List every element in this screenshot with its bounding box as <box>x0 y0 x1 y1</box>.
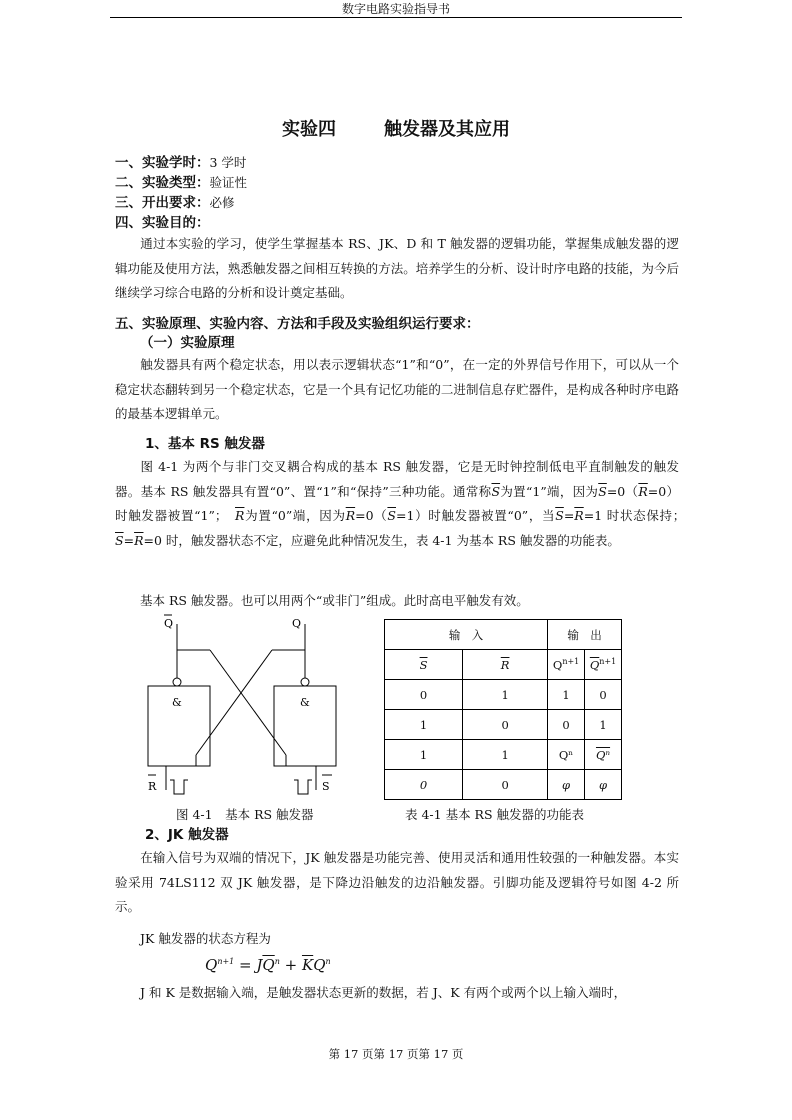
rs-flipflop-figure <box>140 612 350 802</box>
running-header: 数字电路实验指导书 <box>341 2 450 16</box>
table-row: 0 1 1 0 <box>385 680 622 710</box>
rs-function-table <box>384 619 622 800</box>
table-row: 1 1 Qⁿ $\overline{Q^n}$ <box>385 740 622 770</box>
table-col-r: $\overline{R}$ <box>463 650 548 680</box>
q-label: Q <box>292 617 302 630</box>
jk-state-equation: $Q^{n+1} = J\overline{Q}^n + \overline{K}Q^n$ <box>205 956 331 974</box>
s-bar-label: S <box>322 780 330 793</box>
table-col-qbar-n1: $\overline{Q}^{n+1}$ <box>585 650 622 680</box>
table-header-row <box>385 620 622 650</box>
principle-paragraph: 触发器具有两个稳定状态，用以表示逻辑状态“1”和“0”，在一定的外界信号作用下，可以从一个稳定状态翻转到另一个稳定状态，它是一个具有记忆功能的二进制信息存贮器件，是构成各种时序电路的最基本逻辑单元。 <box>115 357 679 421</box>
jk-heading: 2、JK 触发器 <box>145 827 229 843</box>
table-head-output: 输 出 <box>548 620 622 650</box>
section-hours: 一、实验学时：3 学时 <box>115 155 247 171</box>
title-right: 触发器及其应用 <box>384 119 510 140</box>
jk-equation-intro: JK 触发器的状态方程为 <box>140 931 271 946</box>
jk-paragraph-3: J 和 K 是数据输入端，是触发器状态更新的数据，若 J、K 有两个或两个以上输入端时， <box>140 985 627 1000</box>
page-title <box>0 115 792 141</box>
table-row: 1 0 0 1 <box>385 710 622 740</box>
header-rule <box>110 17 682 18</box>
section-principle: 五、实验原理、实验内容、方法和手段及实验组织运行要求： <box>115 316 480 332</box>
section-type: 二、实验类型：验证性 <box>115 175 248 191</box>
section-requirement: 三、开出要求：必修 <box>115 195 235 211</box>
figure-caption: 图 4-1 基本 RS 触发器 <box>176 807 314 822</box>
page-footer: 第 17 页第 17 页第 17 页 <box>328 1047 464 1061</box>
table-col-s: $\overline{S}$ <box>385 650 463 680</box>
rs-paragraph: 图 4-1 为两个与非门交叉耦合构成的基本 RS 触发器，它是无时钟控制低电平直制触发的触发器。基本 RS 触发器具有置“0”、置“1”和“保持”三种功能。通常称$\overline{S}$为置“1”端，因为$\overline{S}=0(\overline{R}=0)$时触发器被置“1”； $\overline{R}$为置“0”端，因为$\overline{R}=0(\overline{S}=1)$时触发器被置“0”，当$\overline{S}=\overline{R}=1$ 时状态保持； $\overline{S}=\overline{R}=0$ 时，触发器状态不定，应避免此种情况发生，表 4-1 为基本 RS 触发器的功能表。 <box>115 459 680 548</box>
r-bar-label: R <box>148 780 157 793</box>
section-purpose: 四、实验目的： <box>115 215 210 231</box>
q-bar-label: Q <box>164 617 174 630</box>
gate-symbol-left: & <box>172 696 182 709</box>
gate-symbol-right: & <box>300 696 310 709</box>
table-col-qn1: $Q^{n+1}$ <box>548 650 585 680</box>
jk-paragraph: 在输入信号为双端的情况下，JK 触发器是功能完善、使用灵活和通用性较强的一种触发器。本实验采用 74LS112 双 JK 触发器，是下降边沿触发的边沿触发器。引脚功能及逻辑符号如图 4-2 所示。 <box>115 850 679 914</box>
title-left: 实验四 <box>282 119 336 140</box>
table-row: 0 0 φ φ <box>385 770 622 800</box>
table-caption: 表 4-1 基本 RS 触发器的功能表 <box>405 807 584 822</box>
rs-heading: 1、基本 RS 触发器 <box>145 436 265 452</box>
table-head-input: 输 入 <box>385 620 548 650</box>
purpose-paragraph: 通过本实验的学习，使学生掌握基本 RS、JK、D 和 T 触发器的逻辑功能，掌握集成触发器的逻辑功能及使用方法，熟悉触发器之间相互转换的方法。培养学生的分析、设计时序电路的技能，为今后继续学习综合电路的分析和设计奠定基础。 <box>115 236 679 300</box>
table-col-row <box>385 650 622 680</box>
rs-paragraph-2: 基本 RS 触发器。也可以用两个“或非门”组成。此时高电平触发有效。 <box>140 593 529 608</box>
subsection-principle: （一）实验原理 <box>140 335 235 351</box>
